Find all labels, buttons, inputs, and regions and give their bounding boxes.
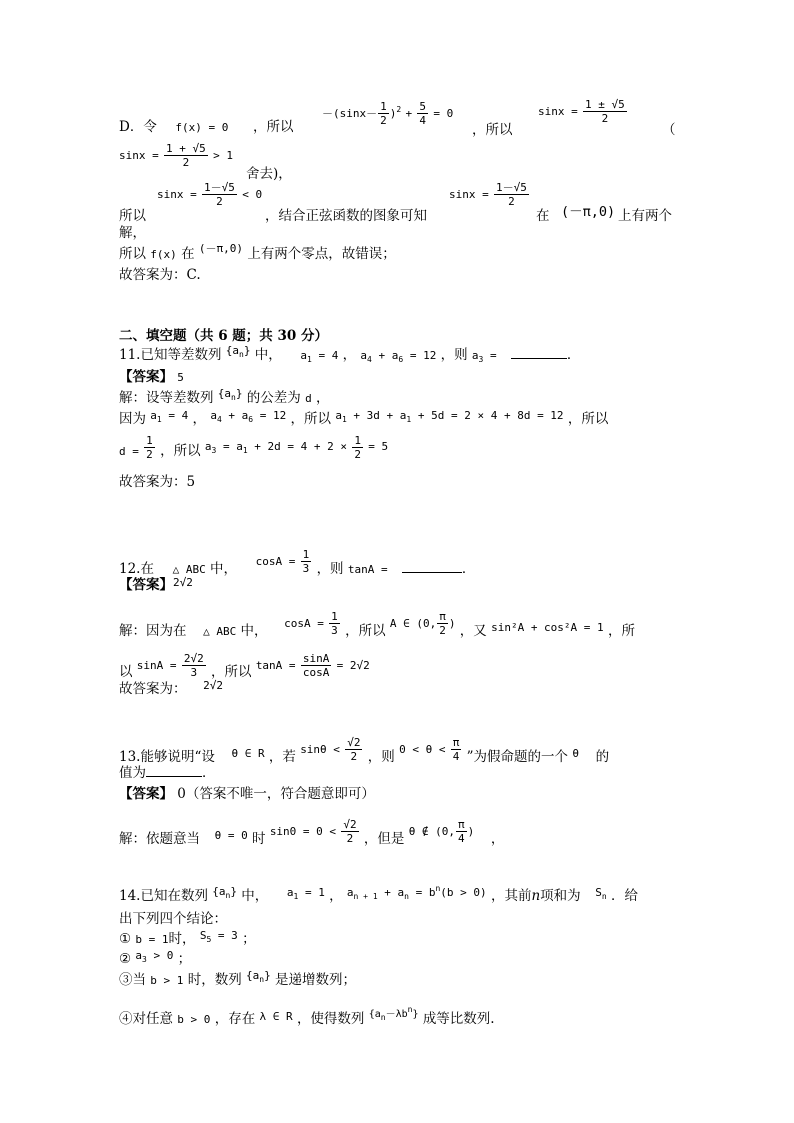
q11-final: 故答案为：5 — [119, 474, 196, 490]
q11-sol-2: 因为 $^{a_1 = 4}$ ， $^{a_4 + a_6 = 12}$ ，所以 $^{a_1 + 3d + a_1 + 5d = 2 \times 4 + 8d = 12}$ ，所以 — [119, 409, 609, 427]
text-in: 在 — [536, 208, 550, 224]
q11-sol-1: 解：设等差数列 $^{\{a_n\}}$ 的公差为 d ， — [119, 387, 330, 406]
text-reject: 舍去)， — [246, 166, 292, 182]
d-lead: D．令 — [119, 119, 157, 135]
text-solution: 解， — [119, 225, 146, 241]
q14-c4: ④对任意 b > 0 ，存在 $^{\lambda \in R}$ ，使得数列 $^{\{a_n-\lambda b^n\}}$ 成等比数列. — [119, 1005, 495, 1027]
q12-sol-2: 以 $^{sinA =}$ $\frac{2√2}{3}$ ，所以 $^{tanA =}$ $\frac{\sin A}{\cos A}$ $^{= 2√2}$ — [119, 652, 370, 680]
eq-sinx-reject: sinx = $\frac{1 + √5}{2}$ > 1 — [119, 142, 233, 169]
paren-open: （ — [662, 122, 676, 138]
q14-stem: 14.已知在数列 $^{\{a_n\}}$ 中， $^{a_1 = 1}$ ， $^{a_{n + 1} + a_n = b^n(b > 0)}$ ，其前n项和为 $^{S_n}$ ．给 — [119, 884, 638, 904]
q11-answer: 【答案】 5 — [119, 369, 184, 385]
d-line-zeros: 所以 f(x) 在 $^{(-\pi,0)}$ 上有两个零点，故错误； — [119, 242, 396, 262]
answer-blank[interactable] — [146, 764, 202, 777]
section-title: 二、填空题（共 6 题；共 30 分） — [119, 328, 328, 344]
text-graph: ，结合正弦函数的图象可知 — [265, 208, 427, 224]
eq-sinx-value: sinx = $\frac{1-√5}{2}$ — [449, 181, 527, 208]
answer-blank[interactable] — [511, 346, 567, 359]
eq-f-zero: f(x) = 0 — [175, 121, 229, 134]
q13-stem: 13.能够说明“设 $^{\theta \in R}$ ，若 $^{sin\theta <}$ $\frac{√2}{2}$ ，则 $^{0 < \theta <}$ $\frac{\pi}{4}$ ”为假命题的一个 $^\theta$ 的 — [119, 736, 610, 765]
q12-answer: 【答案】$^{2√2}$ — [119, 576, 193, 593]
text-so-3: 所以 — [119, 208, 146, 224]
q13-sol: 解：依题意当 $^{\theta = 0}$ 时 $^{sin0 = 0 <}$ $\frac{√2}{2}$ ，但是 $^{\theta \notin (0,}$ $\frac{\pi}{4}$ ) ， — [119, 818, 505, 847]
d-line-1 — [119, 118, 294, 137]
answer-blank[interactable] — [402, 560, 462, 573]
eq-quadratic: －(sinx－ $\frac{1}{2}$ )$^2$ + $\frac{5}{4}$ = 0 — [322, 100, 454, 127]
text-two: 上有两个 — [618, 208, 672, 224]
q11-sol-3: d = $\frac{1}{2}$ ，所以 $^{a_3 = a_1 + 2d = 4 + 2 \times}$ $\frac{1}{2}$ $^{= 5}$ — [119, 434, 389, 461]
q13-answer: 【答案】 0（答案不唯一，符合题意即可） — [119, 786, 375, 802]
q14-c3: ③当 b > 1 时，数列 $^{\{a_n\}}$ 是递增数列； — [119, 969, 357, 988]
q14-c1: ① b = 1时， $^{S_5 = 3}$ ； — [119, 929, 256, 947]
eq-sinx-roots: sinx = $\frac{1 \pm √5}{2}$ — [538, 98, 625, 125]
text-so-2: ，所以 — [472, 122, 513, 138]
q12-sol-1: 解：因为在 △ ABC 中， $^{cosA =}$ $\frac{1}{3}$ ，所以 $^{A \in (0,}$ $\frac{\pi}{2}$ ) ，又 $^{sin^2A + cos^2A = 1}$ ，所 — [119, 610, 635, 639]
interval-1: (－π,0) — [561, 204, 616, 220]
q14-stem-2: 出下列四个结论： — [119, 911, 227, 927]
q11-stem: 11.已知等差数列 $^{\{a_n\}}$ 中， $a_1 = 4$ ， $a_4 + a_6 = 12$ ，则 $a_3$ = ． — [119, 344, 581, 364]
q14-c2: ② $^{a_3 > 0}$ ； — [119, 949, 192, 967]
q13-stem-2: 值为 ． — [119, 765, 216, 781]
q12-final: 故答案为： $^{2√2}$ — [119, 679, 223, 697]
eq-sinx-neg: sinx = $\frac{1-√5}{2}$ < 0 — [157, 181, 263, 208]
answer-c: 故答案为：C. — [119, 267, 201, 283]
text-so: ，所以 — [253, 119, 294, 135]
q12-stem: 12.在 △ ABC 中， $^{cosA =}$ $\frac{1}{3}$ ，则 tanA = ． — [119, 548, 476, 577]
